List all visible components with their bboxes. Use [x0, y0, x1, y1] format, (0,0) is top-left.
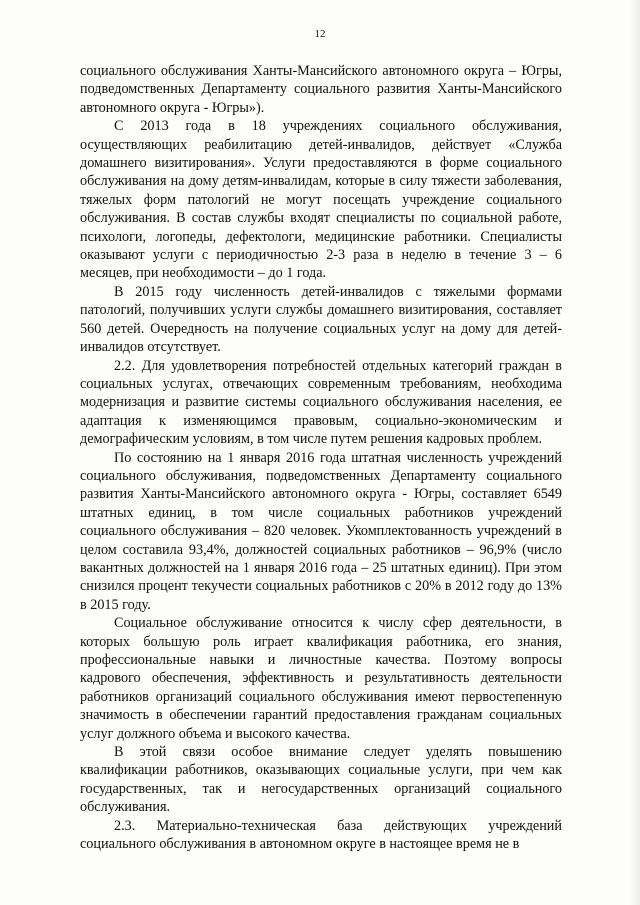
paragraph-section-2-2: 2.2. Для удовлетворения потребностей отдельных категорий граждан в социальных услугах, отвечающих современным требованиям, необходима модернизация и развитие системы социального обслуживания населения, ее адаптация к изменяющимся правовым, социально-экономическим и демографическим условиям, в том числе путем решения кадровых проблем.	[80, 357, 562, 448]
paragraph-2015-statistics: В 2015 году численность детей-инвалидов с тяжелыми формами патологий, получивших услуги службы домашнего визитирования, составляет 560 детей. Очередность на получение социальных услуг на дому для детей-инвалидов отсутствует.	[80, 283, 562, 356]
paragraph-section-2-3: 2.3. Материально-техническая база действующих учреждений социального обслуживания в автономном округе в настоящее время не в	[80, 817, 562, 853]
page-edge-shadow	[630, 0, 640, 905]
paragraph-qualification: Социальное обслуживание относится к числу сфер деятельности, в которых большую роль играет квалификация работника, его знания, профессиональные навыки и личностные качества. Поэтому вопросы кадрового обеспечения, эффективность и результативность деятельности работников организаций социального обслуживания имеют первостепенную значимость в обеспечении гарантий предоставления гражданам социальных услуг должного объема и высокого качества.	[80, 615, 562, 742]
paragraph-staffing: По состоянию на 1 января 2016 года штатная численность учреждений социального обслуживания, подведомственных Департаменту социального развития Ханты-Мансийского автономного округа - Югры, составляет 6549 штатных единиц, в том числе социальных работников учреждений социального обслуживания – 820 человек. Укомплектованность учреждений в целом составила 93,4%, должностей социальных работников – 96,9% (число вакантных должностей на 1 января 2016 года – 25 штатных единиц). При этом снизился процент текучести социальных работников с 20% в 2012 году до 13% в 2015 году.	[80, 449, 562, 613]
body-text	[80, 62, 562, 853]
paragraph-continuation: социального обслуживания Ханты-Мансийского автономного округа – Югры, подведомственных Департаменту социального развития Ханты-Мансийского автономного округа - Югры»).	[80, 63, 562, 116]
paragraph-training: В этой связи особое внимание следует уделять повышению квалификации работников, оказывающих социальные услуги, при чем как государственных, так и негосударственных организаций социального обслуживания.	[80, 744, 562, 816]
paragraph-home-visiting-service: С 2013 года в 18 учреждениях социального обслуживания, осуществляющих реабилитацию детей-инвалидов, действует «Служба домашнего визитирования». Услуги предоставляются в форме социального обслуживания на дому детям-инвалидам, которые в силу тяжести заболевания, тяжелых форм патологий не могут посещать учреждение социального обслуживания. В состав службы входят специалисты по социальной работе, психологи, логопеды, дефектологи, медицинские работники. Специалисты оказывают услуги с периодичностью 2-3 раза в неделю в течение 3 – 6 месяцев, при необходимости – до 1 года.	[80, 118, 562, 282]
page-number: 12	[314, 28, 326, 40]
